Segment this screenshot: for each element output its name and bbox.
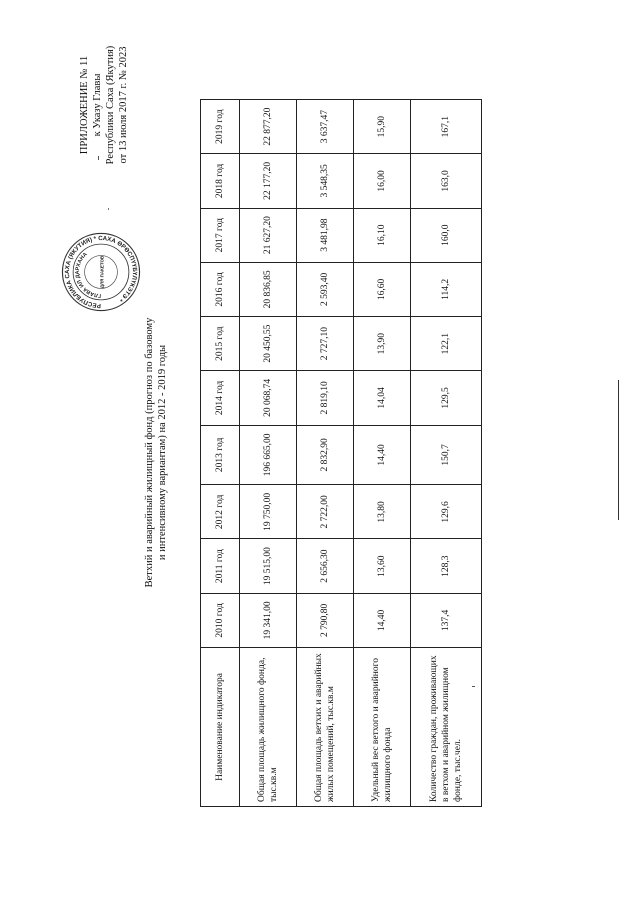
table-cell: 114,2 — [411, 262, 482, 316]
row-indicator-name: Количество граждан, проживающих в ветхом и аварийном жилищном фонде, тыс.чел. — [411, 648, 482, 807]
housing-fund-table — [200, 99, 482, 807]
table-cell: 2 790,80 — [297, 593, 354, 647]
table-cell: 2 727,10 — [297, 317, 354, 371]
header-year: 2011 год — [201, 539, 240, 593]
table-cell: 2 593,40 — [297, 262, 354, 316]
table-cell: 16,10 — [354, 208, 411, 262]
header-year: 2012 год — [201, 485, 240, 539]
table-row — [354, 100, 411, 807]
official-seal-stamp — [60, 231, 142, 313]
table-header-row — [201, 100, 240, 807]
table-cell: 16,00 — [354, 154, 411, 208]
table-cell: 3 481,98 — [297, 208, 354, 262]
table-row — [411, 100, 482, 807]
table-cell: 16,60 — [354, 262, 411, 316]
appendix-number: ПРИЛОЖЕНИЕ № 11 — [79, 55, 90, 155]
table-cell: 2 819,10 — [297, 371, 354, 425]
table-row — [297, 100, 354, 807]
table-cell: 15,90 — [354, 100, 411, 154]
table-cell: 14,04 — [354, 371, 411, 425]
table-cell: 150,7 — [411, 425, 482, 485]
table-cell: 14,40 — [354, 425, 411, 485]
table-cell: 13,90 — [354, 317, 411, 371]
header-year: 2013 год — [201, 425, 240, 485]
table-cell: 14,40 — [354, 593, 411, 647]
header-year: 2010 год — [201, 593, 240, 647]
table-cell: 19 515,00 — [240, 539, 297, 593]
row-indicator-name: Удельный вес ветхого и аварийного жилищного фонда — [354, 648, 411, 807]
table-cell: 20 450,55 — [240, 317, 297, 371]
closing-rule-line — [618, 380, 619, 520]
table-cell: 21 627,20 — [240, 208, 297, 262]
appendix-date: от 13 июля 2017 г. № 2023 — [118, 46, 129, 164]
stamp-outer-text: РЕСПУБЛИКА САХА (ЯКУТИЯ) * САХА ӨРӨСПҮҮБҮЛҮКЭТЭ * — [64, 234, 139, 310]
document-title — [143, 0, 169, 905]
header-indicator: Наименование индикатора — [201, 648, 240, 807]
svg-text:ГЛАВА ИЛ ДАРХАНА — [75, 251, 101, 298]
title-line-2: и интенсивному вариантам) на 2012 - 2019 годы — [157, 344, 168, 561]
table-cell: 129,6 — [411, 485, 482, 539]
header-year: 2015 год — [201, 317, 240, 371]
appendix-header — [78, 10, 130, 200]
table-cell: 137,4 — [411, 593, 482, 647]
table-cell: 2 656,30 — [297, 539, 354, 593]
scan-mark — [472, 686, 475, 687]
table-cell: 163,0 — [411, 154, 482, 208]
appendix-decree-ref: к Указу Главы — [92, 73, 103, 137]
table-cell: 3 548,35 — [297, 154, 354, 208]
row-indicator-name: Общая площадь жилищного фонда, тыс.кв.м — [240, 648, 297, 807]
table-cell: 22 877,20 — [240, 100, 297, 154]
header-year: 2017 год — [201, 208, 240, 262]
stamp-inner-text: ГЛАВА ИЛ ДАРХАНА — [74, 251, 102, 299]
table-cell: 13,80 — [354, 485, 411, 539]
table-cell: 128,3 — [411, 539, 482, 593]
table-cell: 3 637,47 — [297, 100, 354, 154]
header-year: 2014 год — [201, 371, 240, 425]
table-cell: 2 832,90 — [297, 425, 354, 485]
stamp-center-text: ДЛЯ ПАКЕТОВ — [99, 255, 105, 289]
table-cell: 13,60 — [354, 539, 411, 593]
table-cell: 129,5 — [411, 371, 482, 425]
title-line-1: Ветхий и аварийный жилищный фонд (прогноз по базовому — [144, 317, 155, 588]
appendix-republic: Республики Саха (Якутия) — [105, 45, 116, 165]
table-cell: 160,0 — [411, 208, 482, 262]
table-cell: 22 177,20 — [240, 154, 297, 208]
table-cell: 167,1 — [411, 100, 482, 154]
header-year: 2019 год — [201, 100, 240, 154]
scan-mark — [108, 208, 109, 210]
table-cell: 20 836,85 — [240, 262, 297, 316]
header-year: 2018 год — [201, 154, 240, 208]
table-cell: 19 750,00 — [240, 485, 297, 539]
table-cell: 2 722,00 — [297, 485, 354, 539]
header-year: 2016 год — [201, 262, 240, 316]
table-cell: 196 665,00 — [240, 425, 297, 485]
table-cell: 122,1 — [411, 317, 482, 371]
table-cell: 20 068,74 — [240, 371, 297, 425]
row-indicator-name: Общая площадь ветхих и аварийных жилых помещений, тыс.кв.м — [297, 648, 354, 807]
scan-mark — [98, 156, 99, 160]
table-row — [240, 100, 297, 807]
table-cell: 19 341,00 — [240, 593, 297, 647]
